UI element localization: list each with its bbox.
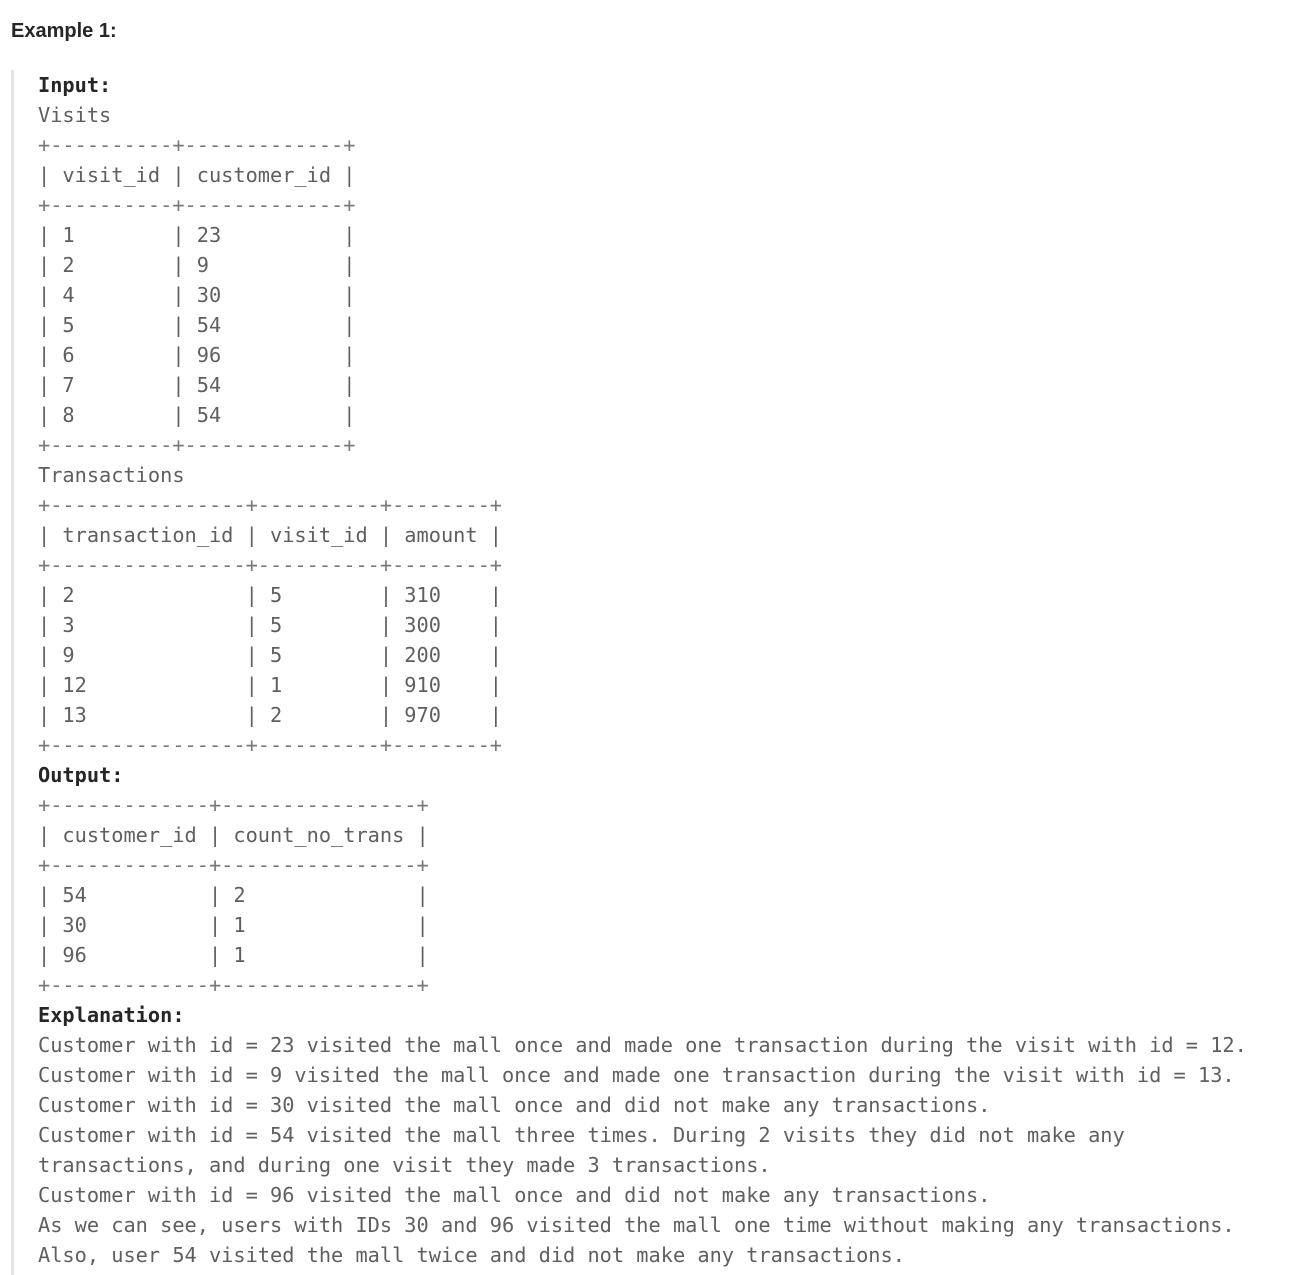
explanation-line: As we can see, users with IDs 30 and 96 visited the mall one time without making any transactions.: [38, 1213, 1235, 1237]
transactions-table-border-bottom: +----------------+----------+--------+: [38, 733, 502, 757]
explanation-line: Customer with id = 30 visited the mall once and did not make any transactions.: [38, 1093, 991, 1117]
transactions-table-border-mid: +----------------+----------+--------+: [38, 553, 502, 577]
example-heading: Example 1:: [11, 20, 117, 42]
visits-table-header: | visit_id | customer_id |: [38, 163, 356, 187]
visits-table-row: | 1 | 23 |: [38, 223, 356, 247]
explanation-line: transactions, and during one visit they made 3 transactions.: [38, 1153, 771, 1177]
visits-table-name: Visits: [38, 103, 112, 127]
visits-table-row: | 2 | 9 |: [38, 253, 356, 277]
output-table-row: | 30 | 1 |: [38, 913, 429, 937]
explanation-line: Also, user 54 visited the mall twice and did not make any transactions.: [38, 1243, 905, 1267]
visits-table-row: | 5 | 54 |: [38, 313, 356, 337]
transactions-table-row: | 13 | 2 | 970 |: [38, 703, 502, 727]
transactions-table-header: | transaction_id | visit_id | amount |: [38, 523, 502, 547]
explanation-line: Customer with id = 23 visited the mall once and made one transaction during the visit with id = 12.: [38, 1033, 1247, 1057]
explanation-line: Customer with id = 96 visited the mall once and did not make any transactions.: [38, 1183, 991, 1207]
transactions-table-row: | 2 | 5 | 310 |: [38, 583, 502, 607]
output-table-header: | customer_id | count_no_trans |: [38, 823, 429, 847]
explanation-line: Customer with id = 9 visited the mall once and made one transaction during the visit with id = 13.: [38, 1063, 1235, 1087]
visits-table-border-bottom: +----------+-------------+: [38, 433, 356, 457]
visits-table-border-mid: +----------+-------------+: [38, 193, 356, 217]
output-label: Output:: [38, 763, 124, 787]
transactions-table-row: | 9 | 5 | 200 |: [38, 643, 502, 667]
transactions-table-row: | 12 | 1 | 910 |: [38, 673, 502, 697]
output-table-row: | 96 | 1 |: [38, 943, 429, 967]
output-table-row: | 54 | 2 |: [38, 883, 429, 907]
input-label: Input:: [38, 73, 112, 97]
transactions-table-name: Transactions: [38, 463, 185, 487]
visits-table-row: | 4 | 30 |: [38, 283, 356, 307]
example-block: [11, 70, 1301, 1275]
output-table-border-mid: +-------------+----------------+: [38, 853, 429, 877]
visits-table-border-top: +----------+-------------+: [38, 133, 356, 157]
output-table-border-top: +-------------+----------------+: [38, 793, 429, 817]
transactions-table-border-top: +----------------+----------+--------+: [38, 493, 502, 517]
example-content: [38, 70, 1247, 1270]
output-table-border-bottom: +-------------+----------------+: [38, 973, 429, 997]
visits-table-row: | 8 | 54 |: [38, 403, 356, 427]
visits-table-row: | 7 | 54 |: [38, 373, 356, 397]
visits-table-row: | 6 | 96 |: [38, 343, 356, 367]
explanation-label: Explanation:: [38, 1003, 185, 1027]
explanation-line: Customer with id = 54 visited the mall three times. During 2 visits they did not make any: [38, 1123, 1125, 1147]
transactions-table-row: | 3 | 5 | 300 |: [38, 613, 502, 637]
